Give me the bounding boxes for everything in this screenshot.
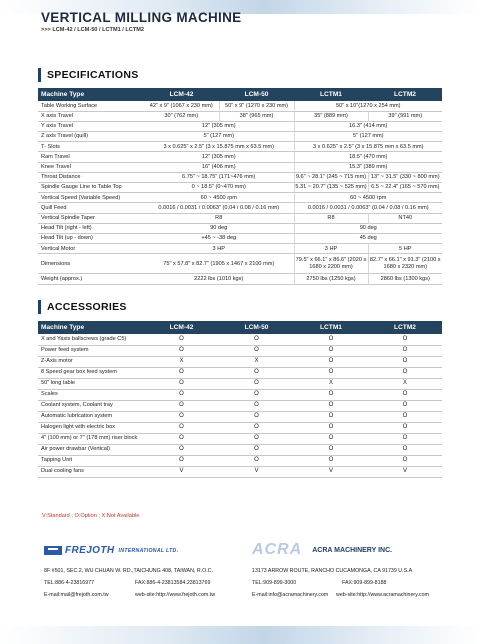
accessory-row [38, 345, 442, 356]
acra-logo-text: ACRA [252, 541, 303, 558]
spec-row-label: Y axis Travel [41, 123, 73, 130]
accessories-header-row [38, 321, 442, 334]
accessory-row [38, 466, 442, 477]
spec-cell: 3 x 0.625" x 2.5" (3 x 15.875 mm x 63.5 mm) [294, 142, 442, 152]
spec-cell: 35" (889 mm) [294, 111, 368, 121]
spec-cell: 0.0016 / 0.0031 / 0.0063" (0.04 / 0.08 / 0.16 mm) [294, 203, 442, 213]
accessory-availability-cell: O [254, 435, 259, 442]
spec-row [38, 121, 442, 131]
spec-row-label: Head Tilt (right - left) [41, 225, 92, 232]
accessories-table [38, 321, 442, 478]
spec-row [38, 172, 442, 182]
accessory-availability-cell: X [328, 380, 333, 387]
accessory-availability-cell: O [402, 457, 408, 464]
accessory-availability-cell: O [328, 435, 334, 442]
spec-cell: 6.5 ~ 22.4" (165 ~ 570 mm) [368, 183, 442, 193]
spec-row [38, 274, 442, 284]
accessory-availability-cell: O [328, 402, 334, 409]
accessory-row-label: Power feed system [41, 347, 89, 354]
accessory-availability-cell: O [402, 413, 408, 420]
spec-row-label: Weight (approx.) [41, 275, 83, 282]
accessory-row-label: Dual cooling fans [41, 468, 84, 475]
spec-cell: 9.6" ~ 28.1" (245 ~ 715 mm) [294, 172, 368, 182]
accessory-availability-cell: O [254, 335, 259, 342]
col-header-lcm-50: LCM-50 [219, 88, 294, 101]
spec-row [38, 132, 442, 142]
accessory-row-label: Halogen light with electric box [41, 424, 115, 431]
spec-row [38, 203, 442, 213]
spec-row-label: Knee Travel [41, 164, 71, 170]
accessory-availability-cell: O [402, 347, 408, 354]
spec-row-label: Vertical Speed (Variable Speed) [41, 194, 121, 201]
accessory-availability-cell: O [254, 446, 259, 453]
acra-address: 13173 ARROW ROUTE, RANCHO CUCAMONGA, CA 91739 U.S.A [252, 568, 413, 574]
spec-row [38, 142, 442, 152]
spec-row-label: Head Tilt (up - down) [41, 235, 93, 242]
acra-logo [252, 541, 392, 559]
accessory-availability-cell: X [179, 358, 184, 365]
accessory-availability-cell: O [179, 347, 184, 354]
spec-row-label: Ram Travel [41, 153, 70, 160]
frejoth-logo-sub: INTERNATIONAL LTD. [118, 547, 179, 554]
accessory-availability-cell: O [328, 413, 334, 420]
spec-cell: 5" (127 mm) [294, 132, 442, 142]
accessory-availability-cell: O [254, 380, 259, 387]
acra-fax: FAX:909-899-8188 [342, 580, 387, 586]
accessory-availability-cell: V [179, 468, 184, 475]
frejoth-logo-text: FREJOTH [65, 545, 115, 556]
col-header-lctm2: LCTM2 [368, 321, 442, 334]
col-header-lcm-42: LCM-42 [144, 88, 219, 101]
accessory-availability-cell: O [254, 413, 259, 420]
accessory-availability-cell: O [179, 446, 184, 453]
spec-cell: NT40 [368, 213, 442, 223]
accessory-row [38, 378, 442, 389]
spec-cell: 3 HP [212, 245, 225, 252]
spec-cell: 2222 lbs (1010 kgs) [194, 275, 244, 282]
acra-tel: TEL:909-899-3000 [252, 580, 297, 586]
specifications-table [38, 88, 442, 285]
accessory-availability-cell: O [179, 335, 184, 342]
accessories-title: ACCESSORIES [47, 301, 127, 313]
spec-row-label: Dimensions [41, 260, 71, 267]
spec-cell: 50" x 10"(1270 x 254 mm) [294, 101, 442, 111]
spec-cell: 12" (305 mm) [201, 123, 236, 130]
accessory-availability-cell: O [328, 391, 334, 398]
spec-cell: 42" x 9" (1067 x 230 mm) [149, 102, 213, 109]
spec-cell: 75" x 57.8" x 82.7" (1905 x 1467 x 2100 mm) [163, 260, 275, 267]
page-subtitle: >>> LCM-42 / LCM-50 / LCTM1 / LCTM2 [41, 27, 145, 33]
spec-row [38, 223, 442, 233]
spec-cell: 60 ~ 4500 rpm [294, 193, 442, 203]
accessory-row [38, 389, 442, 400]
accessory-row [38, 455, 442, 466]
spec-cell: R8 [294, 213, 368, 223]
spec-cell: 60 ~ 4500 rpm [200, 194, 237, 201]
col-header-lcm-42: LCM-42 [144, 321, 219, 334]
spec-row [38, 213, 442, 223]
spec-row-label: Z axis Travel (quill) [41, 133, 88, 140]
spec-cell: 0 ~ 18.5" (0~470 mm) [191, 184, 246, 191]
spec-cell: 5 HP [368, 244, 442, 254]
accessory-availability-cell: X [402, 380, 407, 387]
accessory-availability-cell: O [254, 369, 259, 376]
spec-row-label: Throat Distance [41, 174, 81, 181]
col-header-lctm1: LCTM1 [294, 321, 368, 334]
spec-cell: 15.3" (389 mm) [294, 162, 442, 172]
accessory-availability-cell: O [328, 358, 334, 365]
accessory-availability-cell: O [179, 424, 184, 431]
frejoth-logo [44, 545, 178, 556]
heading-accent-bar [38, 300, 41, 314]
spec-cell: 3 x 0.625" x 2.5" (3 x 15.875 mm x 63.5 mm) [163, 143, 275, 150]
spec-row [38, 244, 442, 254]
spec-cell: 16" (406 mm) [201, 164, 236, 170]
col-header-lctm2: LCTM2 [368, 88, 442, 101]
spec-cell: 39" (991 mm) [368, 111, 442, 121]
col-header-machine-type: Machine Type [38, 321, 144, 334]
accessory-availability-cell: O [179, 402, 184, 409]
spec-row-label: X axis Travel [41, 113, 74, 120]
accessories-legend: V:Standard ; O:Option ; X:Not Available [42, 513, 140, 519]
spec-cell: 50" x 9" (1270 x 230 mm) [219, 101, 294, 111]
spec-row-label: Spindle Gauge Line to Table Top [41, 184, 122, 191]
spec-cell: 5" (127 mm) [203, 133, 235, 140]
accessory-availability-cell: O [179, 457, 184, 464]
accessory-availability-cell: O [254, 402, 259, 409]
accessory-availability-cell: V [328, 468, 333, 475]
accessory-availability-cell: V [254, 468, 259, 475]
accessory-row-label: X and Yaxis ballscrews (grade C5) [41, 336, 127, 343]
acra-email[interactable]: E-mail:info@acramachinery.com [252, 592, 329, 598]
specifications-header-row [38, 88, 442, 101]
accessory-row-label: 50" long table [41, 380, 76, 387]
specifications-heading [38, 67, 139, 83]
accessories-heading [38, 299, 127, 315]
accessory-availability-cell: O [179, 413, 184, 420]
spec-cell: 0.0016 / 0.0031 / 0.0063" (0.04 / 0.08 / 0.16 mm) [158, 204, 280, 211]
accessory-availability-cell: O [254, 391, 259, 398]
spec-row-label: T- Slots [41, 143, 60, 150]
accessory-availability-cell: V [402, 468, 407, 475]
frejoth-fax: FAX:886-4-23813584.23813769 [135, 580, 211, 586]
accessory-availability-cell: O [402, 424, 408, 431]
spec-cell: 30" (762 mm) [164, 113, 199, 120]
frejoth-tel: TEL:886-4-23816977 [44, 580, 95, 586]
accessory-availability-cell: O [402, 446, 408, 453]
spec-row-label: Vertical Spindle Taper [41, 214, 96, 221]
col-header-lcm-50: LCM-50 [219, 321, 294, 334]
spec-cell: 2750 lbs (1250 kgs) [294, 274, 368, 284]
accessory-availability-cell: O [179, 391, 184, 398]
spec-cell: 12" (305 mm) [201, 153, 236, 160]
accessory-row-label: Automatic lubrication system [41, 413, 113, 420]
accessory-row [38, 422, 442, 433]
spec-row-label: Table Working Surface [41, 102, 98, 109]
accessory-availability-cell: O [179, 369, 184, 376]
accessory-availability-cell: O [254, 424, 259, 431]
spec-cell: 82.7" x 66.1" x 91.3" (2100 x 1680 x 2320 mm) [368, 254, 442, 274]
spec-cell: 6.75" ~ 18.75" (171~476 mm) [182, 174, 256, 181]
accessory-availability-cell: O [328, 347, 334, 354]
accessory-row [38, 356, 442, 367]
accessory-row [38, 411, 442, 422]
spec-row [38, 152, 442, 162]
accessory-availability-cell: O [254, 457, 259, 464]
spec-cell: 2860 lbs (1300 kgs) [368, 274, 442, 284]
frejoth-website[interactable]: web-site:http://www.frejoth.com.tw [135, 592, 216, 598]
spec-cell: 18.5" (470 mm) [294, 152, 442, 162]
spec-cell: 79.5" x 66.1" x 86.6" (2020 x 1680 x 2200 mm) [294, 254, 368, 274]
accessory-availability-cell: O [328, 424, 334, 431]
accessory-row-label: Z-Axis motor [41, 358, 73, 365]
spec-row [38, 162, 442, 172]
col-header-machine-type: Machine Type [38, 88, 144, 101]
acra-company-name: ACRA MACHINERY INC. [312, 546, 393, 554]
spec-cell: R8 [215, 214, 223, 221]
frejoth-address: 8F #501, SEC.2, WU CHUAN W. RD.,TAICHUNG 408, TAIWAN, R.O.C. [44, 568, 214, 574]
spec-cell: +45 ~ -38 deg [201, 235, 237, 242]
spec-row [38, 254, 442, 274]
accessory-row-label: 4" (100 mm) or 7" (178 mm) riser block [41, 435, 138, 442]
accessory-row [38, 433, 442, 444]
spec-row-label: Vertical Motor [41, 245, 76, 252]
bottom-decor-band [0, 626, 480, 644]
accessory-row-label: Scales [41, 391, 58, 398]
accessory-row-label: Coolant system, Coolant tray [41, 402, 113, 409]
accessory-row [38, 444, 442, 455]
accessory-availability-cell: X [254, 358, 259, 365]
accessory-availability-cell: O [402, 402, 408, 409]
accessory-availability-cell: O [328, 446, 334, 453]
accessory-availability-cell: O [328, 369, 334, 376]
spec-cell: 3 HP [294, 244, 368, 254]
accessory-availability-cell: O [254, 347, 259, 354]
accessory-row [38, 367, 442, 378]
frejoth-email[interactable]: E-mail:mail@frejoth.com.tw [44, 592, 109, 598]
accessory-row [38, 400, 442, 411]
heading-accent-bar [38, 68, 41, 82]
accessory-availability-cell: O [328, 335, 334, 342]
accessory-availability-cell: O [402, 435, 408, 442]
col-header-lctm1: LCTM1 [294, 88, 368, 101]
spec-row [38, 233, 442, 243]
accessory-availability-cell: O [402, 391, 408, 398]
accessory-row-label: Tapping Unit [41, 457, 73, 464]
spec-row [38, 101, 442, 111]
accessory-row [38, 334, 442, 345]
spec-row-label: Quill Feed [41, 204, 67, 211]
spec-row [38, 111, 442, 121]
spec-cell: 16.3" (414 mm) [294, 121, 442, 131]
spec-row [38, 183, 442, 193]
spec-cell: 38" (965 mm) [219, 111, 294, 121]
spec-cell: 5.31 ~ 20.7" (135 ~ 525 mm) [294, 183, 368, 193]
acra-website[interactable]: web-site:http://www.acramachinery.com [336, 592, 429, 598]
spec-cell: 13" ~ 31.5" (330 ~ 800 mm) [368, 172, 442, 182]
spec-cell: 90 deg [294, 223, 442, 233]
specifications-title: SPECIFICATIONS [47, 69, 139, 81]
page-title: VERTICAL MILLING MACHINE [41, 10, 242, 25]
accessory-availability-cell: O [328, 457, 334, 464]
accessory-row-label: 8 Speed gear box feed system [41, 369, 117, 376]
spec-cell: 90 deg [210, 225, 228, 232]
accessory-availability-cell: O [402, 358, 408, 365]
spec-cell: 45 deg [294, 233, 442, 243]
accessory-availability-cell: O [179, 380, 184, 387]
accessory-availability-cell: O [179, 435, 184, 442]
accessory-availability-cell: O [402, 369, 408, 376]
frejoth-logo-mark-icon [44, 546, 62, 555]
spec-row [38, 193, 442, 203]
accessory-availability-cell: O [402, 335, 408, 342]
accessory-row-label: Air power drawbar (Vertical) [41, 446, 111, 453]
